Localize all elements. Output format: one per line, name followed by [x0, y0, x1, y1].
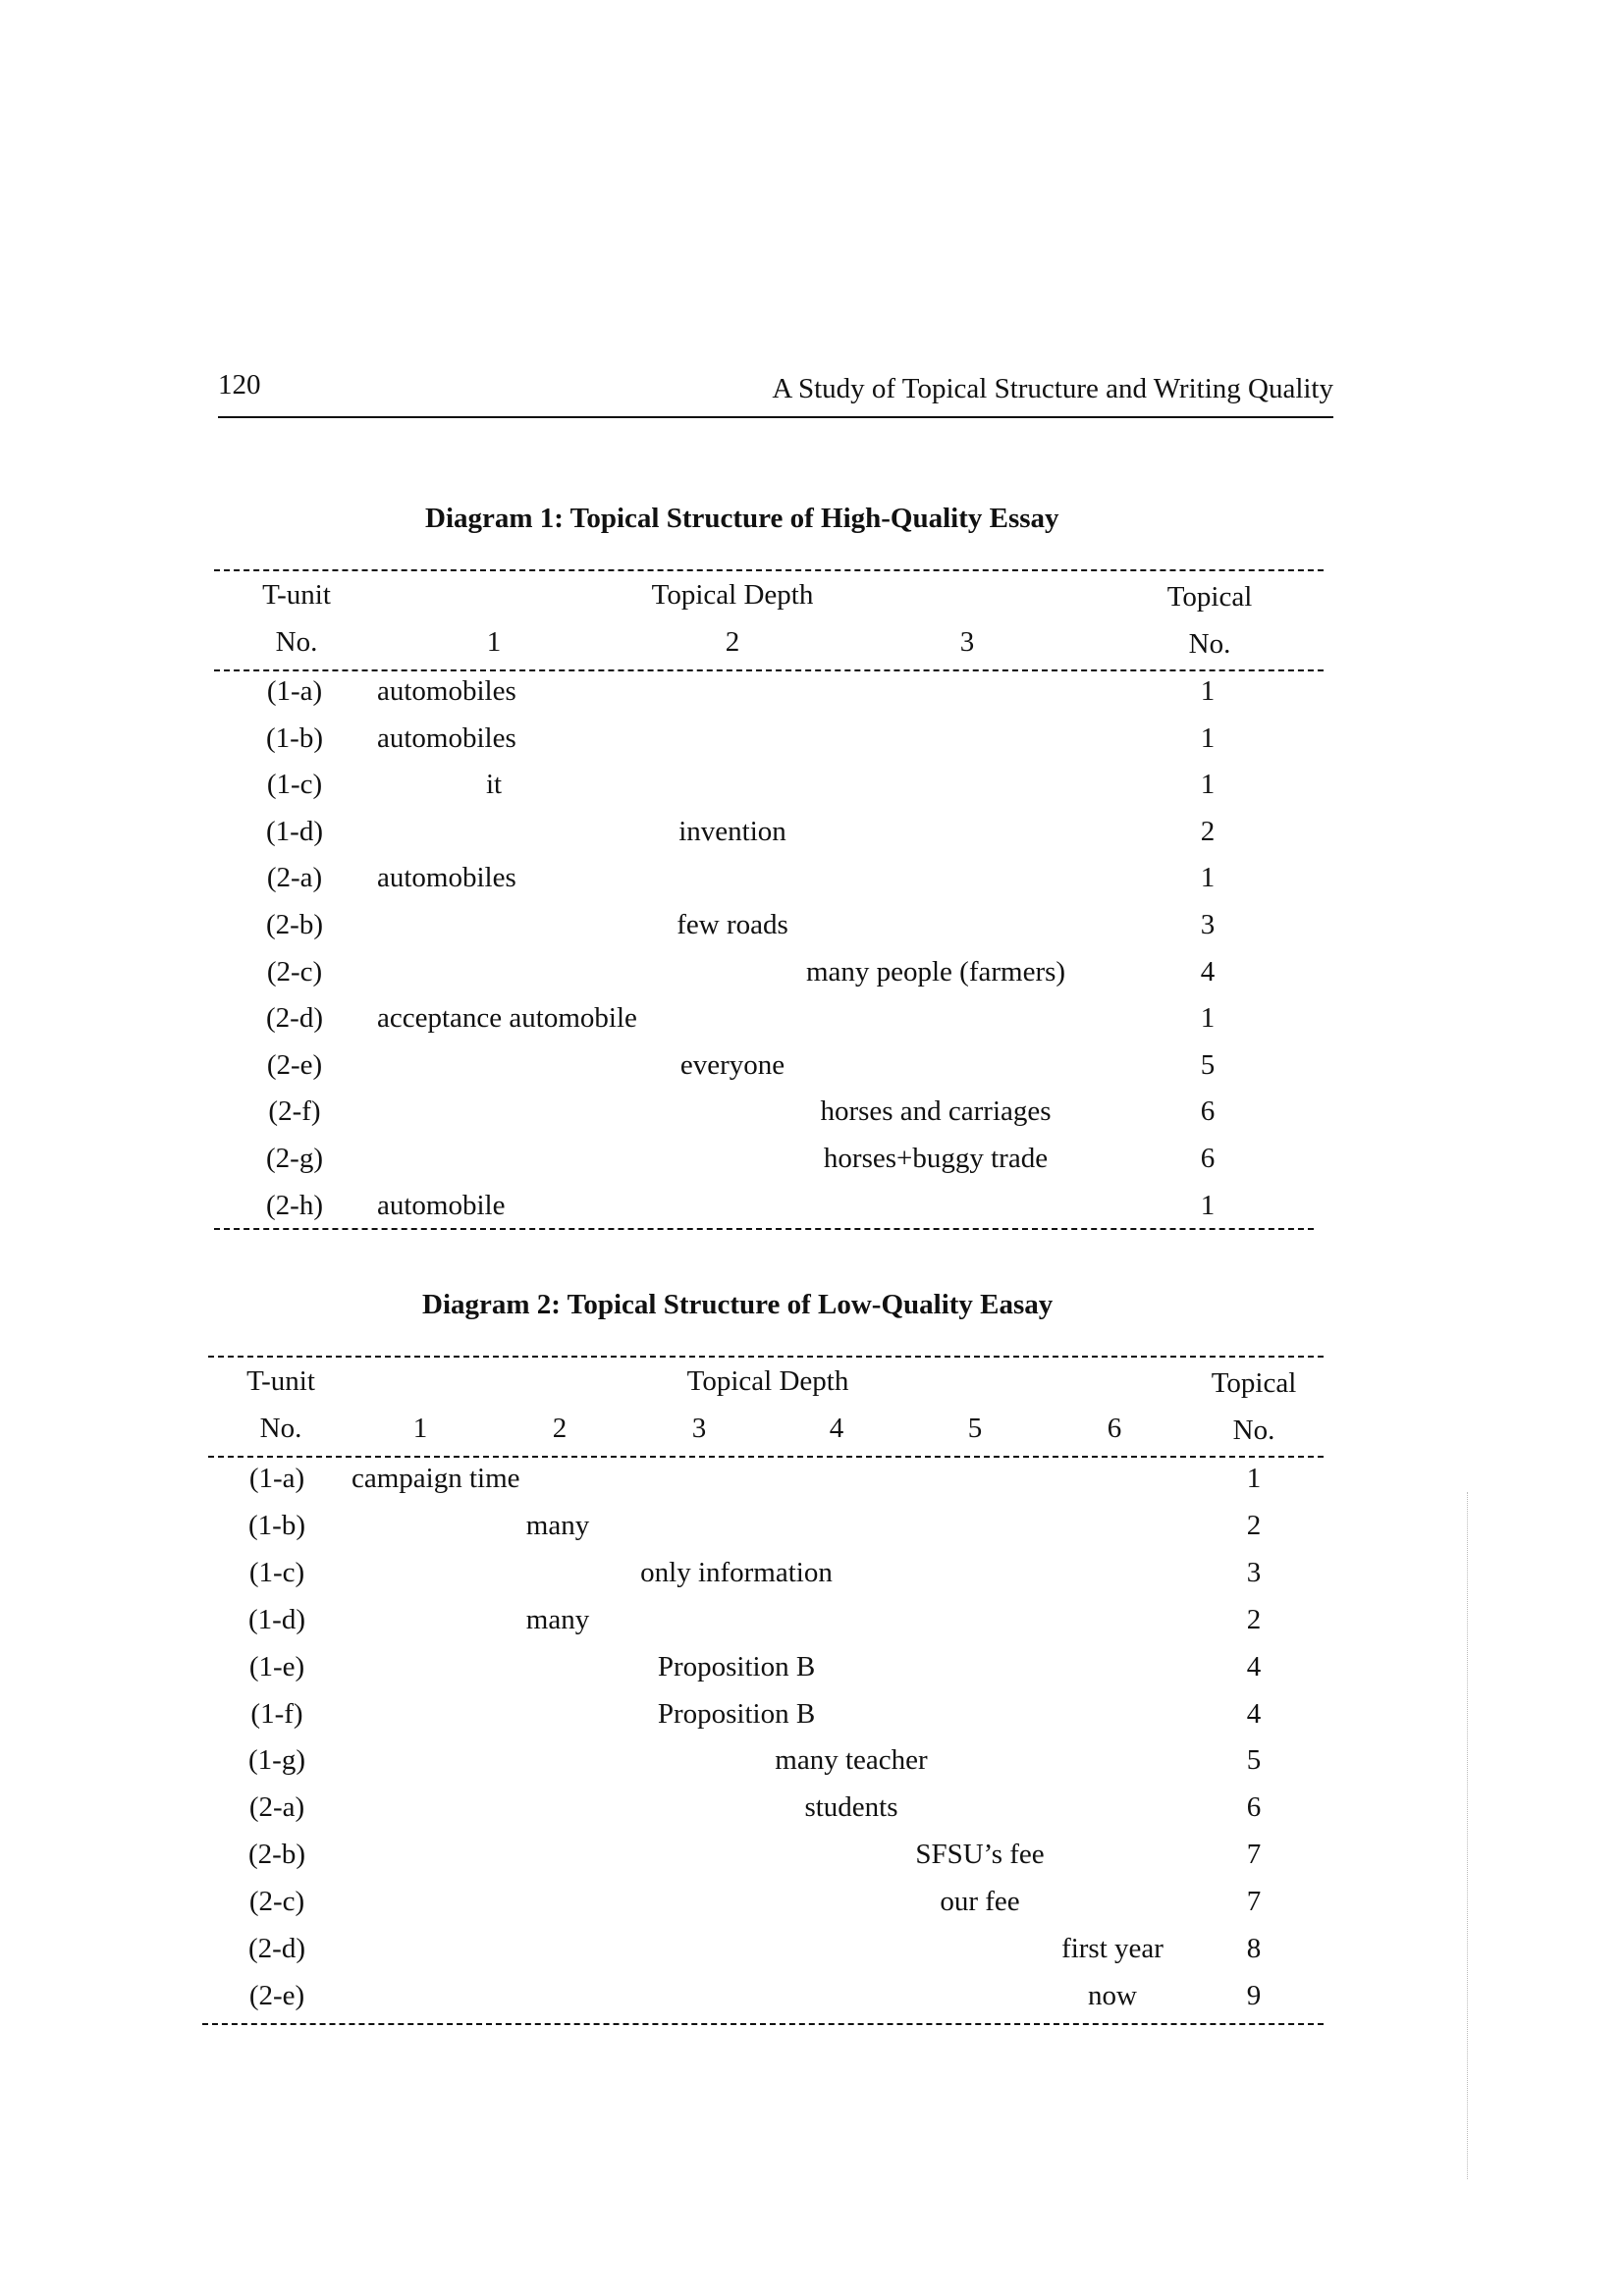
topic-entry: automobiles [377, 675, 516, 707]
header-rule [218, 416, 1333, 418]
tunit-cell: (2-d) [266, 1002, 323, 1035]
tunit-cell: (2-c) [266, 955, 323, 988]
tunit-cell: (2-h) [266, 1189, 323, 1221]
topical-number-cell: 1 [1200, 721, 1216, 754]
topical-number-cell: 1 [1200, 1002, 1216, 1035]
tunit-cell: (1-f) [250, 1697, 303, 1730]
tunit-cell: (1-e) [248, 1650, 305, 1682]
diagram-2-header-topical-no: No. [1232, 1415, 1275, 1446]
topic-entry: many [525, 1509, 590, 1541]
topical-number-cell: 2 [1246, 1603, 1262, 1635]
topic-entry: many teacher [775, 1744, 928, 1777]
tunit-cell: (2-g) [266, 1143, 323, 1174]
diagram-1-header-topical-no: No. [1188, 628, 1231, 660]
topic-entry: Proposition B [657, 1697, 816, 1730]
topic-entry: automobiles [377, 862, 516, 894]
topical-number-cell: 9 [1246, 1979, 1262, 2011]
topical-number-cell: 3 [1200, 909, 1216, 940]
topical-number-cell: 1 [1200, 769, 1216, 801]
topical-number-cell: 5 [1246, 1744, 1262, 1777]
page-number: 120 [218, 369, 261, 400]
diagram-1-bottom-rule [214, 1228, 1314, 1230]
diagram-2-top-rule [208, 1356, 1324, 1358]
topical-number-cell: 6 [1200, 1143, 1216, 1174]
diagram-1-title: Diagram 1: Topical Structure of High-Quality Essay [425, 503, 1059, 534]
topic-entry: campaign time [352, 1463, 520, 1494]
tunit-cell: (1-c) [248, 1556, 305, 1588]
diagram-2-title: Diagram 2: Topical Structure of Low-Quality Easay [422, 1289, 1054, 1320]
diagram-2-header-depth-2: 2 [552, 1413, 568, 1444]
topic-entry: first year [1061, 1933, 1164, 1964]
topic-entry: horses+buggy trade [823, 1143, 1049, 1174]
topic-entry: many people (farmers) [805, 955, 1066, 988]
tunit-cell: (2-e) [248, 1979, 305, 2011]
tunit-cell: (2-f) [268, 1095, 321, 1128]
tunit-cell: (1-b) [248, 1509, 305, 1541]
tunit-cell: (2-e) [266, 1048, 323, 1081]
running-header: A Study of Topical Structure and Writing Quality [772, 373, 1333, 404]
topical-number-cell: 1 [1200, 862, 1216, 894]
topical-number-cell: 7 [1246, 1839, 1262, 1871]
diagram-2-header-tunit: T-unit [246, 1365, 315, 1397]
topic-entry: automobile [377, 1189, 506, 1221]
topical-number-cell: 5 [1200, 1048, 1216, 1081]
topical-number-cell: 2 [1200, 815, 1216, 847]
topical-number-cell: 7 [1246, 1886, 1262, 1918]
topic-entry: acceptance automobile [377, 1002, 637, 1035]
topical-number-cell: 3 [1246, 1556, 1262, 1588]
topic-entry: many [525, 1603, 590, 1635]
topical-number-cell: 8 [1246, 1933, 1262, 1964]
topical-number-cell: 4 [1246, 1697, 1262, 1730]
tunit-cell: (1-d) [266, 815, 323, 847]
topic-entry: SFSU’s fee [915, 1839, 1045, 1871]
diagram-2-header-topical: Topical [1211, 1367, 1297, 1399]
tunit-cell: (2-b) [266, 909, 323, 940]
diagram-2-header-topical-depth: Topical Depth [686, 1365, 849, 1397]
diagram-2-header-depth-1: 1 [412, 1413, 428, 1444]
topical-number-cell: 1 [1200, 675, 1216, 707]
diagram-1-header-rule [214, 669, 1324, 671]
tunit-cell: (1-b) [266, 721, 323, 754]
diagram-1-header-topical-depth: Topical Depth [651, 579, 814, 611]
tunit-cell: (1-a) [266, 675, 323, 707]
topic-entry: our fee [940, 1886, 1020, 1918]
diagram-2-header-no: No. [259, 1413, 302, 1444]
scan-margin-line [1467, 1492, 1468, 2179]
diagram-2-header-depth-5: 5 [967, 1413, 983, 1444]
tunit-cell: (2-a) [248, 1791, 305, 1824]
diagram-2-header-rule [208, 1456, 1324, 1458]
topical-number-cell: 6 [1200, 1095, 1216, 1128]
diagram-2-bottom-rule [202, 2023, 1324, 2025]
topic-entry: now [1088, 1979, 1137, 2011]
diagram-1-header-topical: Topical [1166, 581, 1253, 613]
tunit-cell: (2-d) [248, 1933, 305, 1964]
diagram-1-header-tunit: T-unit [262, 579, 331, 611]
tunit-cell: (1-g) [248, 1744, 305, 1777]
topical-number-cell: 4 [1246, 1650, 1262, 1682]
tunit-cell: (2-b) [248, 1839, 305, 1871]
topic-entry: students [804, 1791, 898, 1824]
topical-number-cell: 4 [1200, 955, 1216, 988]
topic-entry: invention [678, 815, 786, 847]
topical-number-cell: 2 [1246, 1509, 1262, 1541]
topic-entry: Proposition B [657, 1650, 816, 1682]
diagram-2-header-depth-3: 3 [691, 1413, 707, 1444]
diagram-1-header-depth-3: 3 [959, 626, 975, 658]
topical-number-cell: 6 [1246, 1791, 1262, 1824]
tunit-cell: (1-a) [248, 1463, 305, 1494]
topic-entry: automobiles [377, 721, 516, 754]
diagram-2-header-depth-4: 4 [829, 1413, 844, 1444]
topical-number-cell: 1 [1246, 1463, 1262, 1494]
topic-entry: only information [640, 1556, 833, 1588]
diagram-1-header-no: No. [275, 626, 318, 658]
tunit-cell: (1-c) [266, 769, 323, 801]
topic-entry: horses and carriages [820, 1095, 1052, 1128]
topical-number-cell: 1 [1200, 1189, 1216, 1221]
topic-entry: everyone [679, 1048, 785, 1081]
tunit-cell: (1-d) [248, 1603, 305, 1635]
topic-entry: it [485, 769, 503, 801]
tunit-cell: (2-a) [266, 862, 323, 894]
diagram-1-header-depth-1: 1 [486, 626, 502, 658]
diagram-2-header-depth-6: 6 [1107, 1413, 1122, 1444]
diagram-1-header-depth-2: 2 [725, 626, 740, 658]
topic-entry: few roads [677, 909, 788, 940]
diagram-1-top-rule [214, 569, 1324, 571]
tunit-cell: (2-c) [248, 1886, 305, 1918]
